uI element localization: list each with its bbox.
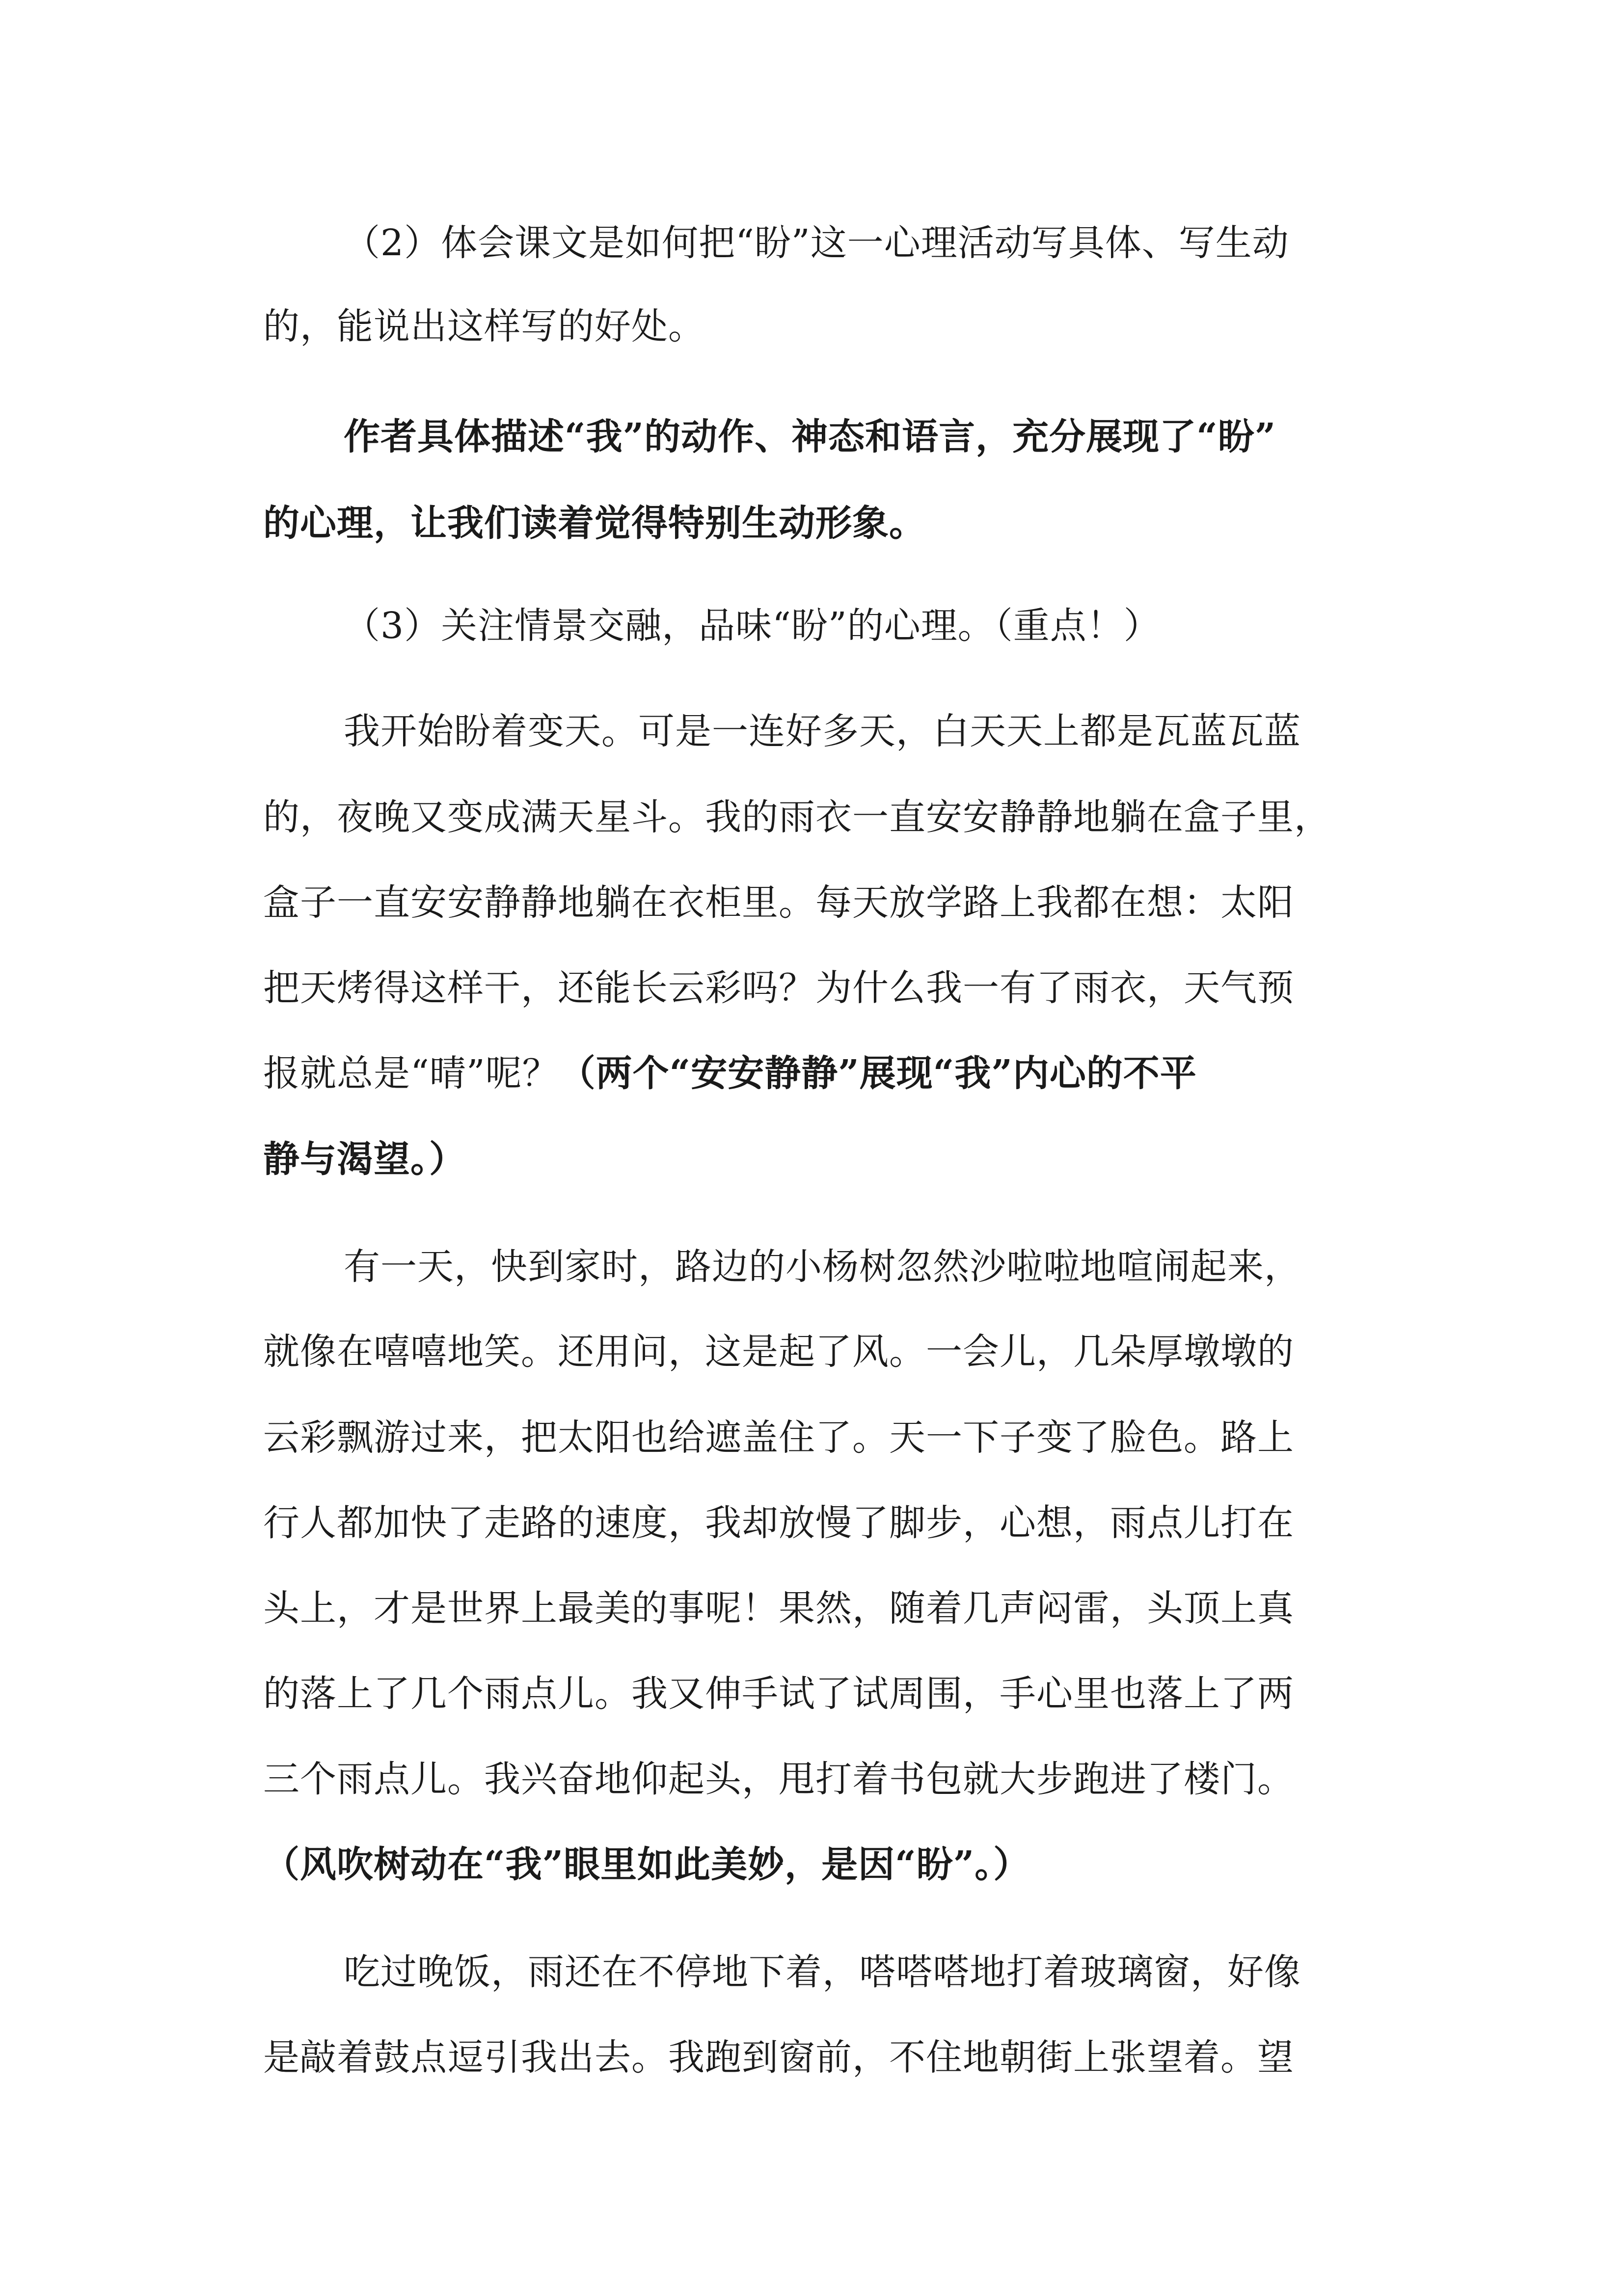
- para3-line-2: 是敲着鼓点逗引我出去。我跑到窗前，不住地朝街上张望着。望: [263, 2036, 1294, 2079]
- para2-line-6: 的落上了几个雨点儿。我又伸手试了试周围，手心里也落上了两: [263, 1673, 1294, 1715]
- q2-prompt-line-2: 的，能说出这样写的好处。: [263, 305, 705, 347]
- q2-prompt-line-1: （2）体会课文是如何把“盼”这一心理活动写具体、写生动: [344, 222, 1289, 264]
- para1-line-1: 我开始盼着变天。可是一连好多天，白天天上都是瓦蓝瓦蓝: [344, 710, 1301, 752]
- para2-line-7: 三个雨点儿。我兴奋地仰起头，甩打着书包就大步跑进了楼门。: [263, 1758, 1294, 1800]
- para1-line-4: 把天烤得这样干，还能长云彩吗？为什么我一有了雨衣，天气预: [263, 967, 1294, 1009]
- para1-note-line-1: （两个“安安静静”展现“我”内心的不平: [559, 1052, 1197, 1095]
- para3-line-1: 吃过晚饭，雨还在不停地下着，嗒嗒嗒地打着玻璃窗，好像: [344, 1951, 1301, 1993]
- q2-answer-line-1: 作者具体描述“我”的动作、神态和语言，充分展现了“盼”: [344, 416, 1276, 458]
- para2-line-4: 行人都加快了走路的速度，我却放慢了脚步，心想，雨点儿打在: [263, 1502, 1294, 1544]
- para1-line-5: [263, 1025, 1197, 1121]
- para2-note: （风吹树动在“我”眼里如此美妙，是因“盼”。）: [263, 1843, 1030, 1886]
- para1-line-2: 的，夜晚又变成满天星斗。我的雨衣一直安安静静地躺在盒子里，: [263, 796, 1331, 838]
- para2-line-1: 有一天，快到家时，路边的小杨树忽然沙啦啦地喧闹起来，: [344, 1246, 1301, 1288]
- para2-line-2: 就像在嘻嘻地笑。还用问，这是起了风。一会儿，几朵厚墩墩的: [263, 1331, 1294, 1373]
- para1-line-5-text: 报就总是“晴”呢？: [263, 1052, 559, 1095]
- q2-answer-line-2: 的心理，让我们读着觉得特别生动形象。: [263, 502, 926, 544]
- q3-prompt: （3）关注情景交融，品味“盼”的心理。（重点！）: [344, 605, 1161, 647]
- para1-line-3: 盒子一直安安静静地躺在衣柜里。每天放学路上我都在想：太阳: [263, 881, 1294, 924]
- para2-line-5: 头上，才是世界上最美的事呢！果然，随着几声闷雷，头顶上真: [263, 1587, 1294, 1629]
- para1-note-line-2: 静与渴望。）: [263, 1138, 466, 1180]
- para2-line-3: 云彩飘游过来，把太阳也给遮盖住了。天一下子变了脸色。路上: [263, 1416, 1294, 1459]
